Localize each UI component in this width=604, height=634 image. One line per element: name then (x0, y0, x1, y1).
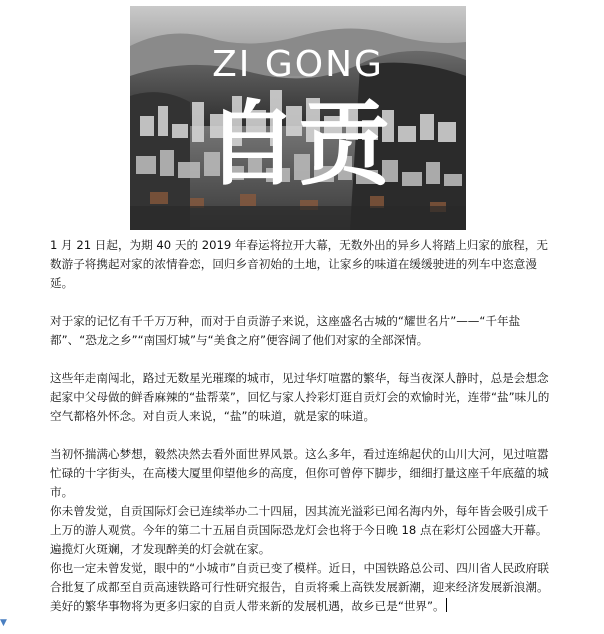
hero-image (130, 6, 466, 230)
hero-title-chinese: 自贡 (205, 91, 391, 198)
scroll-down-icon[interactable]: ▼ (0, 618, 7, 628)
blank-line (50, 426, 558, 445)
paragraph-3: 这些年走南闯北，路过无数星光璀璨的城市，见过华灯喧嚣的繁华，每当夜深人静时，总是会想念起家中父母做的鲜香麻辣的“盐帮菜”，回忆与家人拎彩灯逛自贡灯会的欢愉时光，连带“盐”味儿的空气都格外怀念。对自贡人来说，“盐”的味道，就是家的味道。 (50, 371, 550, 423)
blank-line (50, 293, 558, 312)
text-cursor (446, 598, 447, 612)
paragraph-6 (50, 559, 558, 616)
paragraph-5: 你未曾发觉，自贡国际灯会已连续举办二十四届，因其流光溢彩已闻名海内外，每年皆会吸引成千上万的游人观赏。今年的第二十五届自贡国际恐龙灯会也将于今日晚 18 点在彩灯公园盛大开幕。遍揽灯火斑斓，才发现醉美的灯会就在家。 (50, 504, 549, 556)
hero-title-latin: ZI GONG (212, 44, 384, 85)
paragraph-4: 当初怀揣满心梦想，毅然决然去看外面世界风景。这么多年，看过连绵起伏的山川大河，见过喧嚣忙碌的十字街头，在高楼大厦里仰望他乡的高度，但你可曾停下脚步，细细打量这座千年底蕴的城市。 (50, 447, 549, 499)
paragraph-2: 对于家的记忆有千千万万种，而对于自贡游子来说，这座盛名古城的“耀世名片”——“千年盐都”、“恐龙之乡”“南国灯城”与“美食之府”便容阔了他们对家的全部深情。 (50, 314, 521, 347)
paragraph-1: 1 月 21 日起，为期 40 天的 2019 年春运将拉开大幕，无数外出的异乡人将踏上归家的旅程，无数游子将携起对家的浓情眷恋，回归乡音初始的土地，让家乡的味道在缓缓驶进的列车中恣意漫延。 (50, 238, 548, 290)
city-skyline-photo (130, 6, 466, 230)
paragraph-6-text: 你也一定未曾发觉，眼中的“小城市”自贡已变了模样。近日，中国铁路总公司、四川省人民政府联合批复了成都至自贡高速铁路可行性研究报告，自贡将乘上高铁发展新潮，迎来经济发展新浪潮。美好的繁华事物将为更多归家的自贡人带来新的发展机遇，故乡已是“世界”。 (50, 561, 549, 613)
document-body[interactable] (50, 236, 558, 616)
blank-line (50, 350, 558, 369)
